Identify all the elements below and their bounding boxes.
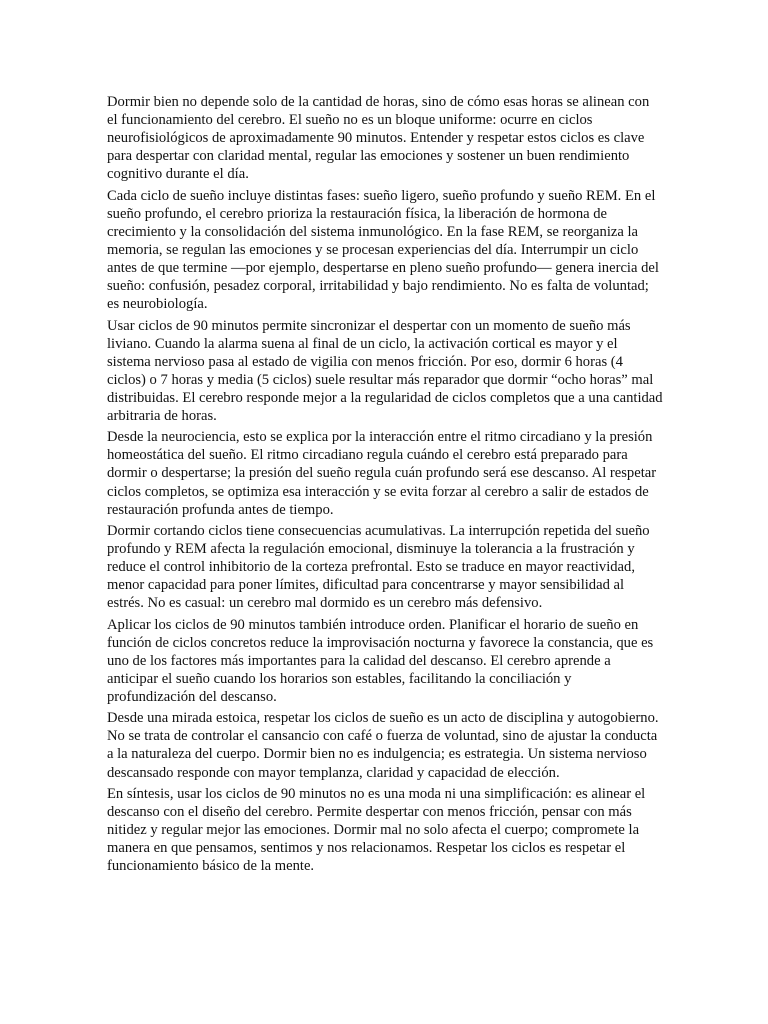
- paragraph-1: Dormir bien no depende solo de la cantidad de horas, sino de cómo esas horas se alinean con el funcionamiento del cerebro. El sueño no es un bloque uniforme: ocurre en ciclos neurofisiológicos de aproximadamente 90 minutos. Entender y respetar estos ciclos es clave para despertar con claridad mental, regular las emociones y sostener un buen rendimiento cognitivo durante el día.: [107, 94, 650, 183]
- paragraph-5: Dormir cortando ciclos tiene consecuencias acumulativas. La interrupción repetida del sueño profundo y REM afecta la regulación emocional, disminuye la tolerancia a la frustración y reduce el control inhibitorio de la corteza prefrontal. Esto se traduce en mayor reactividad, menor capacidad para poner límites, dificultad para concentrarse y mayor sensibilidad al estrés. No es casual: un cerebro mal dormido es un cerebro más defensivo.: [107, 522, 650, 612]
- paragraph-2: Cada ciclo de sueño incluye distintas fases: sueño ligero, sueño profundo y sueño REM. En el sueño profundo, el cerebro prioriza la restauración física, la liberación de hormona de crecimiento y la consolidación del sistema inmunológico. En la fase REM, se reorganiza la memoria, se regulan las emociones y se procesan experiencias del día. Interrumpir un ciclo antes de que termine —por ejemplo, despertarse en pleno sueño profundo— genera inercia del sueño: confusión, pesadez corporal, irritabilidad y bajo rendimiento. No es falta de voluntad; es neurobiología.: [107, 187, 659, 313]
- paragraph-7: Desde una mirada estoica, respetar los ciclos de sueño es un acto de disciplina y autogobierno. No se trata de controlar el cansancio con café o fuerza de voluntad, sino de ajustar la conducta a la naturaleza del cuerpo. Dormir bien no es indulgencia; es estrategia. Un sistema nervioso descansado responde con mayor templanza, claridad y capacidad de elección.: [107, 710, 659, 781]
- paragraph-3: Usar ciclos de 90 minutos permite sincronizar el despertar con un momento de sueño más liviano. Cuando la alarma suena al final de un ciclo, la activación cortical es mayor y el sistema nervioso pasa al estado de vigilia con menos fricción. Por eso, dormir 6 horas (4 ciclos) o 7 horas y media (5 ciclos) suele resultar más reparador que dormir “ocho horas” mal distribuidas. El cerebro responde mejor a la regularidad de ciclos completos que a una cantidad arbitraria de horas.: [107, 317, 663, 424]
- paragraph-6: Aplicar los ciclos de 90 minutos también introduce orden. Planificar el horario de sueño en función de ciclos concretos reduce la improvisación nocturna y favorece la constancia, que es uno de los factores más importantes para la calidad del descanso. El cerebro aprende a anticipar el sueño cuando los horarios son estables, facilitando la conciliación y profundización del descanso.: [107, 616, 654, 705]
- paragraph-8: En síntesis, usar los ciclos de 90 minutos no es una moda ni una simplificación: es alinear el descanso con el diseño del cerebro. Permite despertar con menos fricción, pensar con más nitidez y regular mejor las emociones. Dormir mal no solo afecta el cuerpo; compromete la manera en que pensamos, sentimos y nos relacionamos. Respetar los ciclos es respetar el funcionamiento básico de la mente.: [107, 785, 646, 875]
- paragraph-4: Desde la neurociencia, esto se explica por la interacción entre el ritmo circadiano y la presión homeostática del sueño. El ritmo circadiano regula cuándo el cerebro está preparado para dormir o despertarse; la presión del sueño regula cuán profundo será ese descanso. Al respetar ciclos completos, se optimiza esa interacción y se evita forzar al cerebro a salir de estados de restauración profunda antes de tiempo.: [107, 429, 657, 518]
- document-page: [107, 93, 663, 878]
